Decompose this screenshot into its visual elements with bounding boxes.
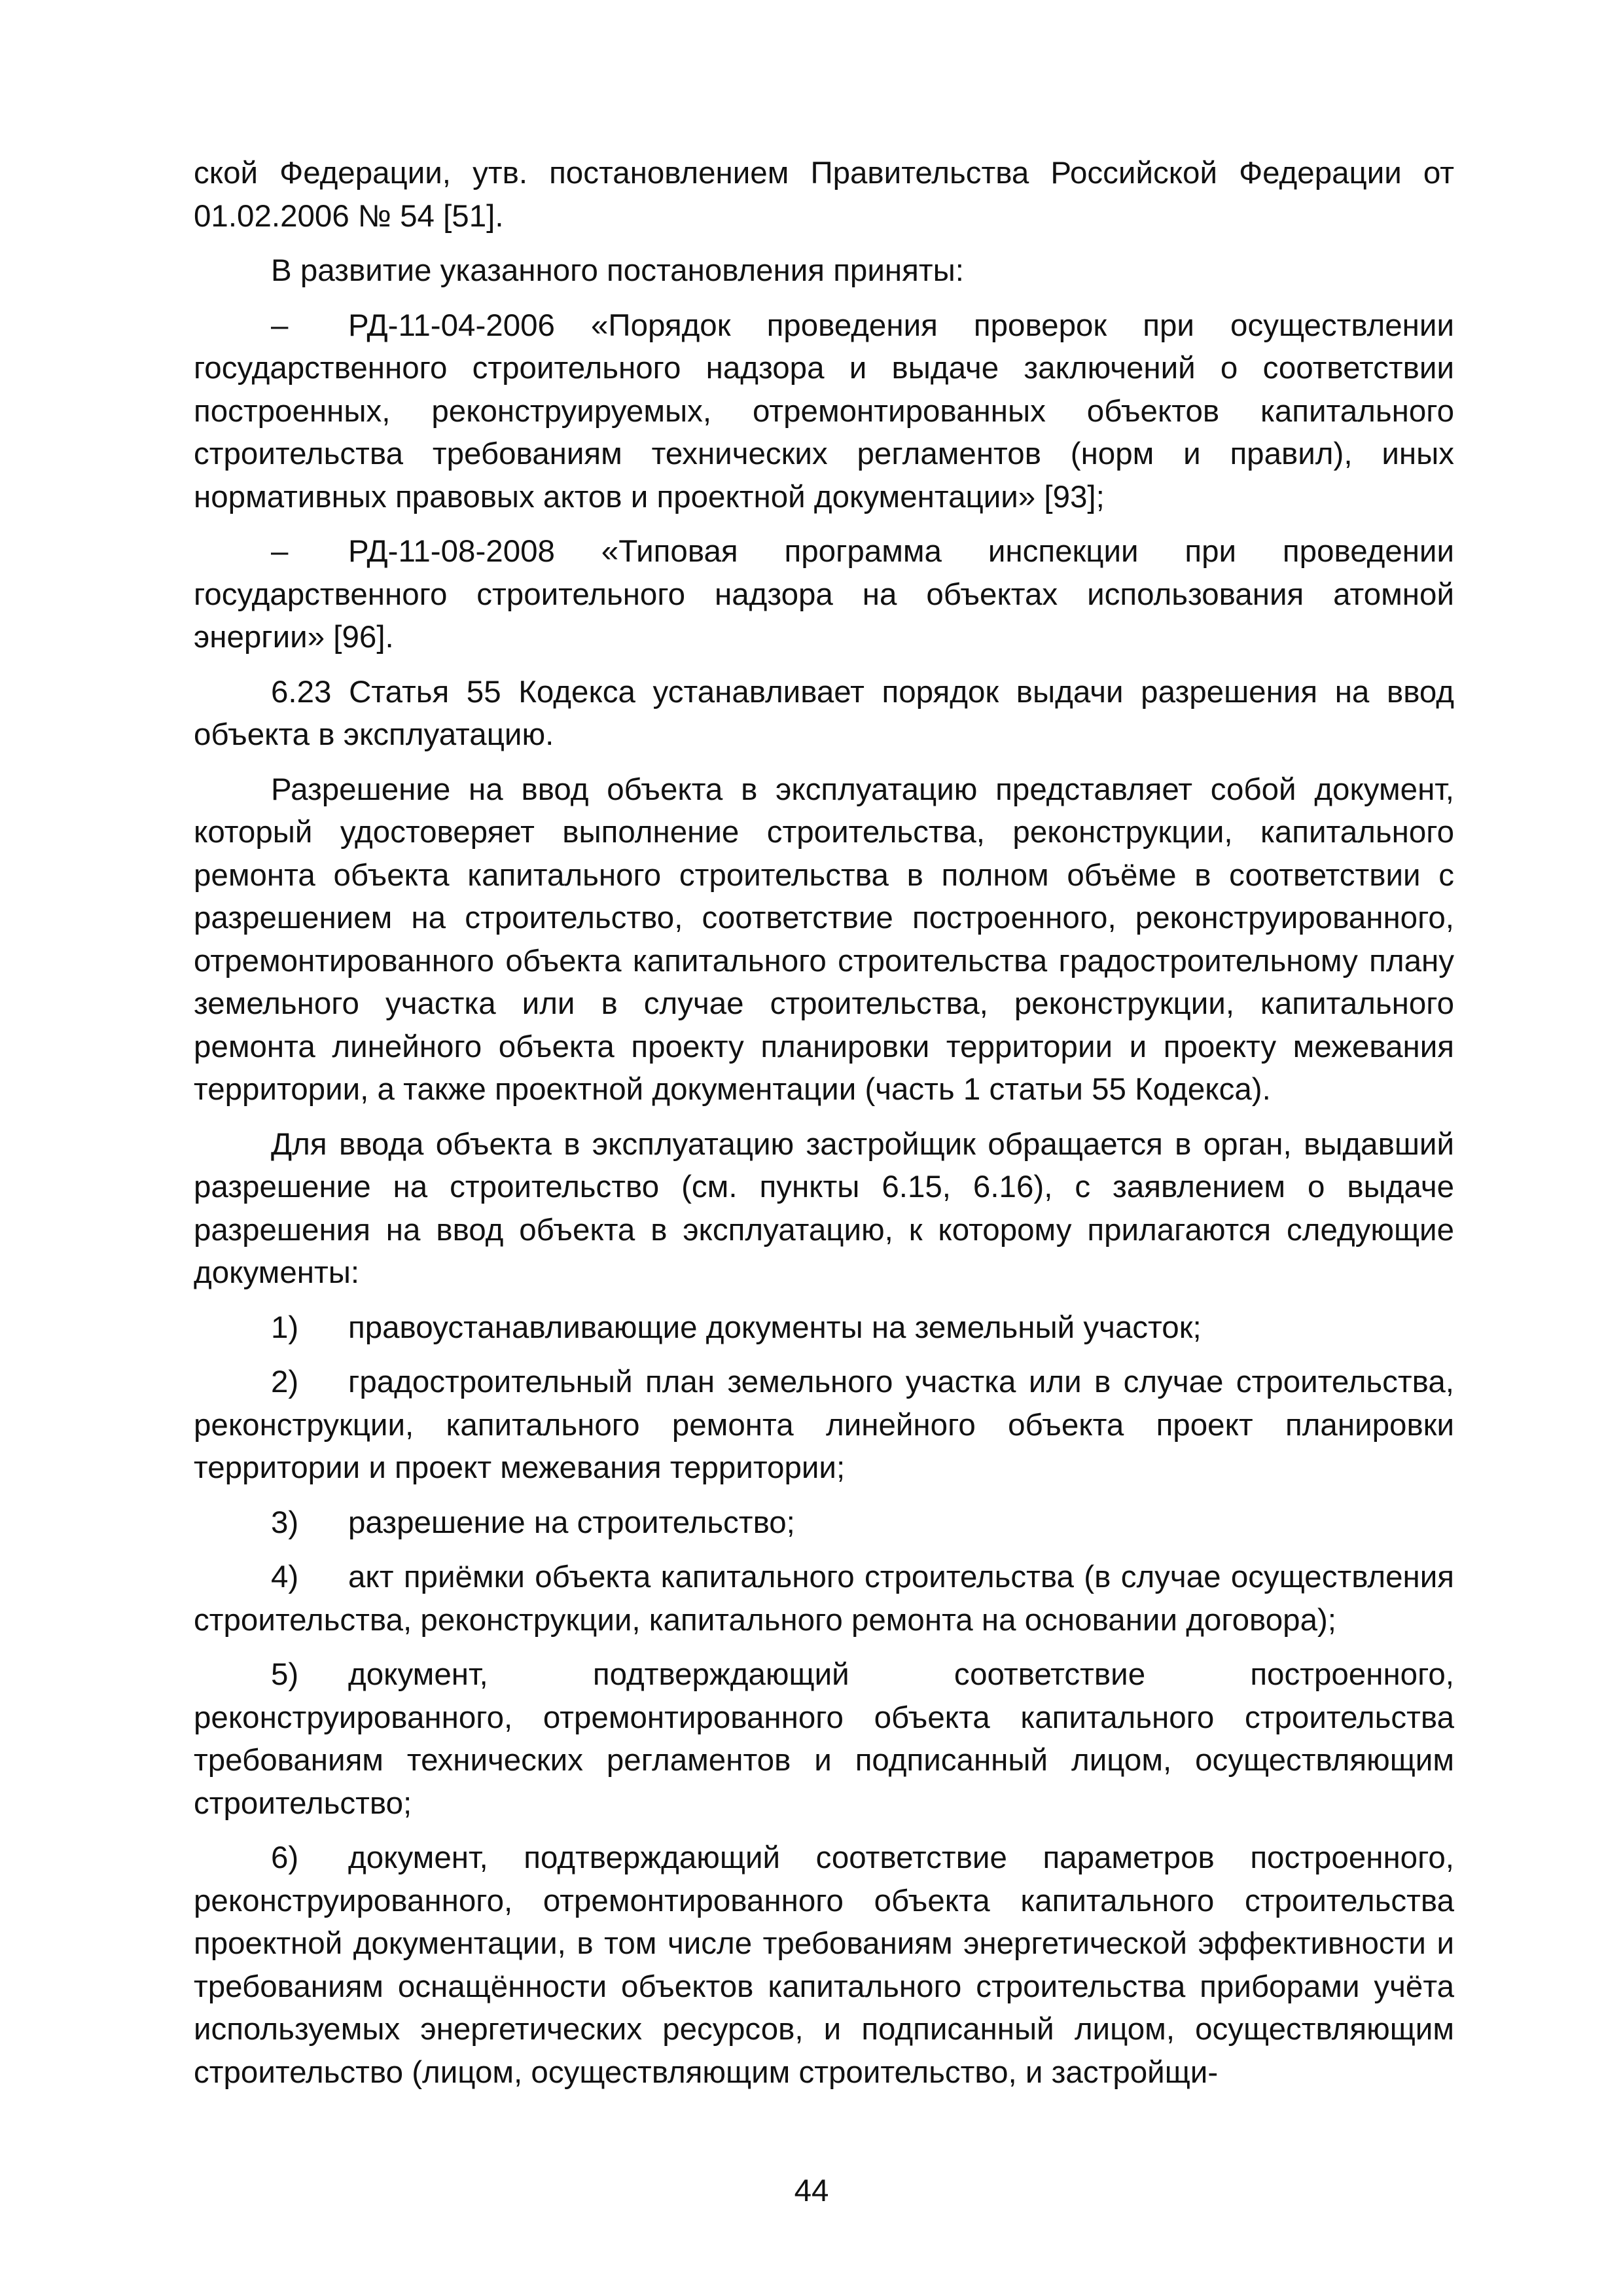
list-item-text: РД-11-08-2008 «Типовая программа инспекции при проведении государственного строительного надзора на объектах использования атомной энергии» [96]. <box>194 534 1454 655</box>
list-marker: 1) <box>271 1310 299 1345</box>
list-marker: – <box>271 534 289 569</box>
list-marker: 4) <box>271 1560 299 1594</box>
list-item-4 <box>194 1556 1454 1641</box>
list-item-text: акт приёмки объекта капитального строительства (в случае осуществления строительства, реконструкции, капитального ремонта на основании договора); <box>194 1560 1454 1638</box>
list-marker: 5) <box>271 1657 299 1692</box>
list-item-1 <box>194 1306 1454 1350</box>
paragraph-section-6-23: 6.23 Статья 55 Кодекса устанавливает порядок выдачи разрешения на ввод объекта в эксплуатацию. <box>194 674 1454 752</box>
list-item-text: правоустанавливающие документы на земельный участок; <box>348 1310 1202 1345</box>
list-item-3 <box>194 1501 1454 1545</box>
list-marker: 3) <box>271 1505 299 1540</box>
list-item-text: градостроительный план земельного участка или в случае строительства, реконструкции, капитального ремонта линейного объекта проект планировки территории и проект межевания территории; <box>194 1365 1454 1485</box>
list-item-text: РД-11-04-2006 «Порядок проведения проверок при осуществлении государственного строительного надзора и выдаче заключений о соответствии построенных, реконструируемых, отремонтированных объектов капитального строительства требованиям технических регламентов (норм и правил), иных нормативных правовых актов и проектной документации» [93]; <box>194 308 1454 514</box>
list-marker: – <box>271 308 289 343</box>
list-item-2 <box>194 1361 1454 1490</box>
list-item-text: документ, подтверждающий соответствие построенного, реконструированного, отремонтированного объекта капитального строительства требованиям технических регламентов и подписанный лицом, осуществляющим строительство; <box>194 1657 1454 1821</box>
list-item-dash-1 <box>194 304 1454 519</box>
paragraph-application: Для ввода объекта в эксплуатацию застройщик обращается в орган, выдавший разрешение на строительство (см. пункты 6.15, 6.16), с заявлением о выдаче разрешения на ввод объекта в эксплуатацию, к которому прилагаются следующие документы: <box>194 1126 1454 1290</box>
list-item-5 <box>194 1653 1454 1825</box>
document-body <box>194 152 1454 2106</box>
list-item-6 <box>194 1837 1454 2094</box>
page-number: 44 <box>794 2174 829 2208</box>
paragraph-definition: Разрешение на ввод объекта в эксплуатацию представляет собой документ, который удостоверяет выполнение строительства, реконструкции, капитального ремонта объекта капитального строительства в полном объёме в соответствии с разрешением на строительство, соответствие построенного, реконструированного, отремонтированного объекта капитального строительства градостроительному плану земельного участка или в случае строительства, реконструкции, капитального ремонта линейного объекта проекту планировки территории и проекту межевания территории, а также проектной документации (часть 1 статьи 55 Кодекса). <box>194 772 1454 1107</box>
paragraph-continuation: ской Федерации, утв. постановлением Правительства Российской Федерации от 01.02.2006 № 54 [51]. <box>194 156 1454 234</box>
list-item-text: разрешение на строительство; <box>348 1505 795 1540</box>
list-item-text: документ, подтверждающий соответствие параметров построенного, реконструированного, отремонтированного объекта капитального строительства проектной документации, в том числе требованиям энергетической эффективности и требованиям оснащённости объектов капитального строительства приборами учёта используемых энергетических ресурсов, и подписанный лицом, осуществляющим строительство (лицом, осуществляющим строительство, и застройщи- <box>194 1840 1454 2090</box>
list-item-dash-2 <box>194 530 1454 659</box>
list-marker: 2) <box>271 1365 299 1399</box>
list-marker: 6) <box>271 1840 299 1875</box>
paragraph-intro-list: В развитие указанного постановления приняты: <box>271 253 964 288</box>
